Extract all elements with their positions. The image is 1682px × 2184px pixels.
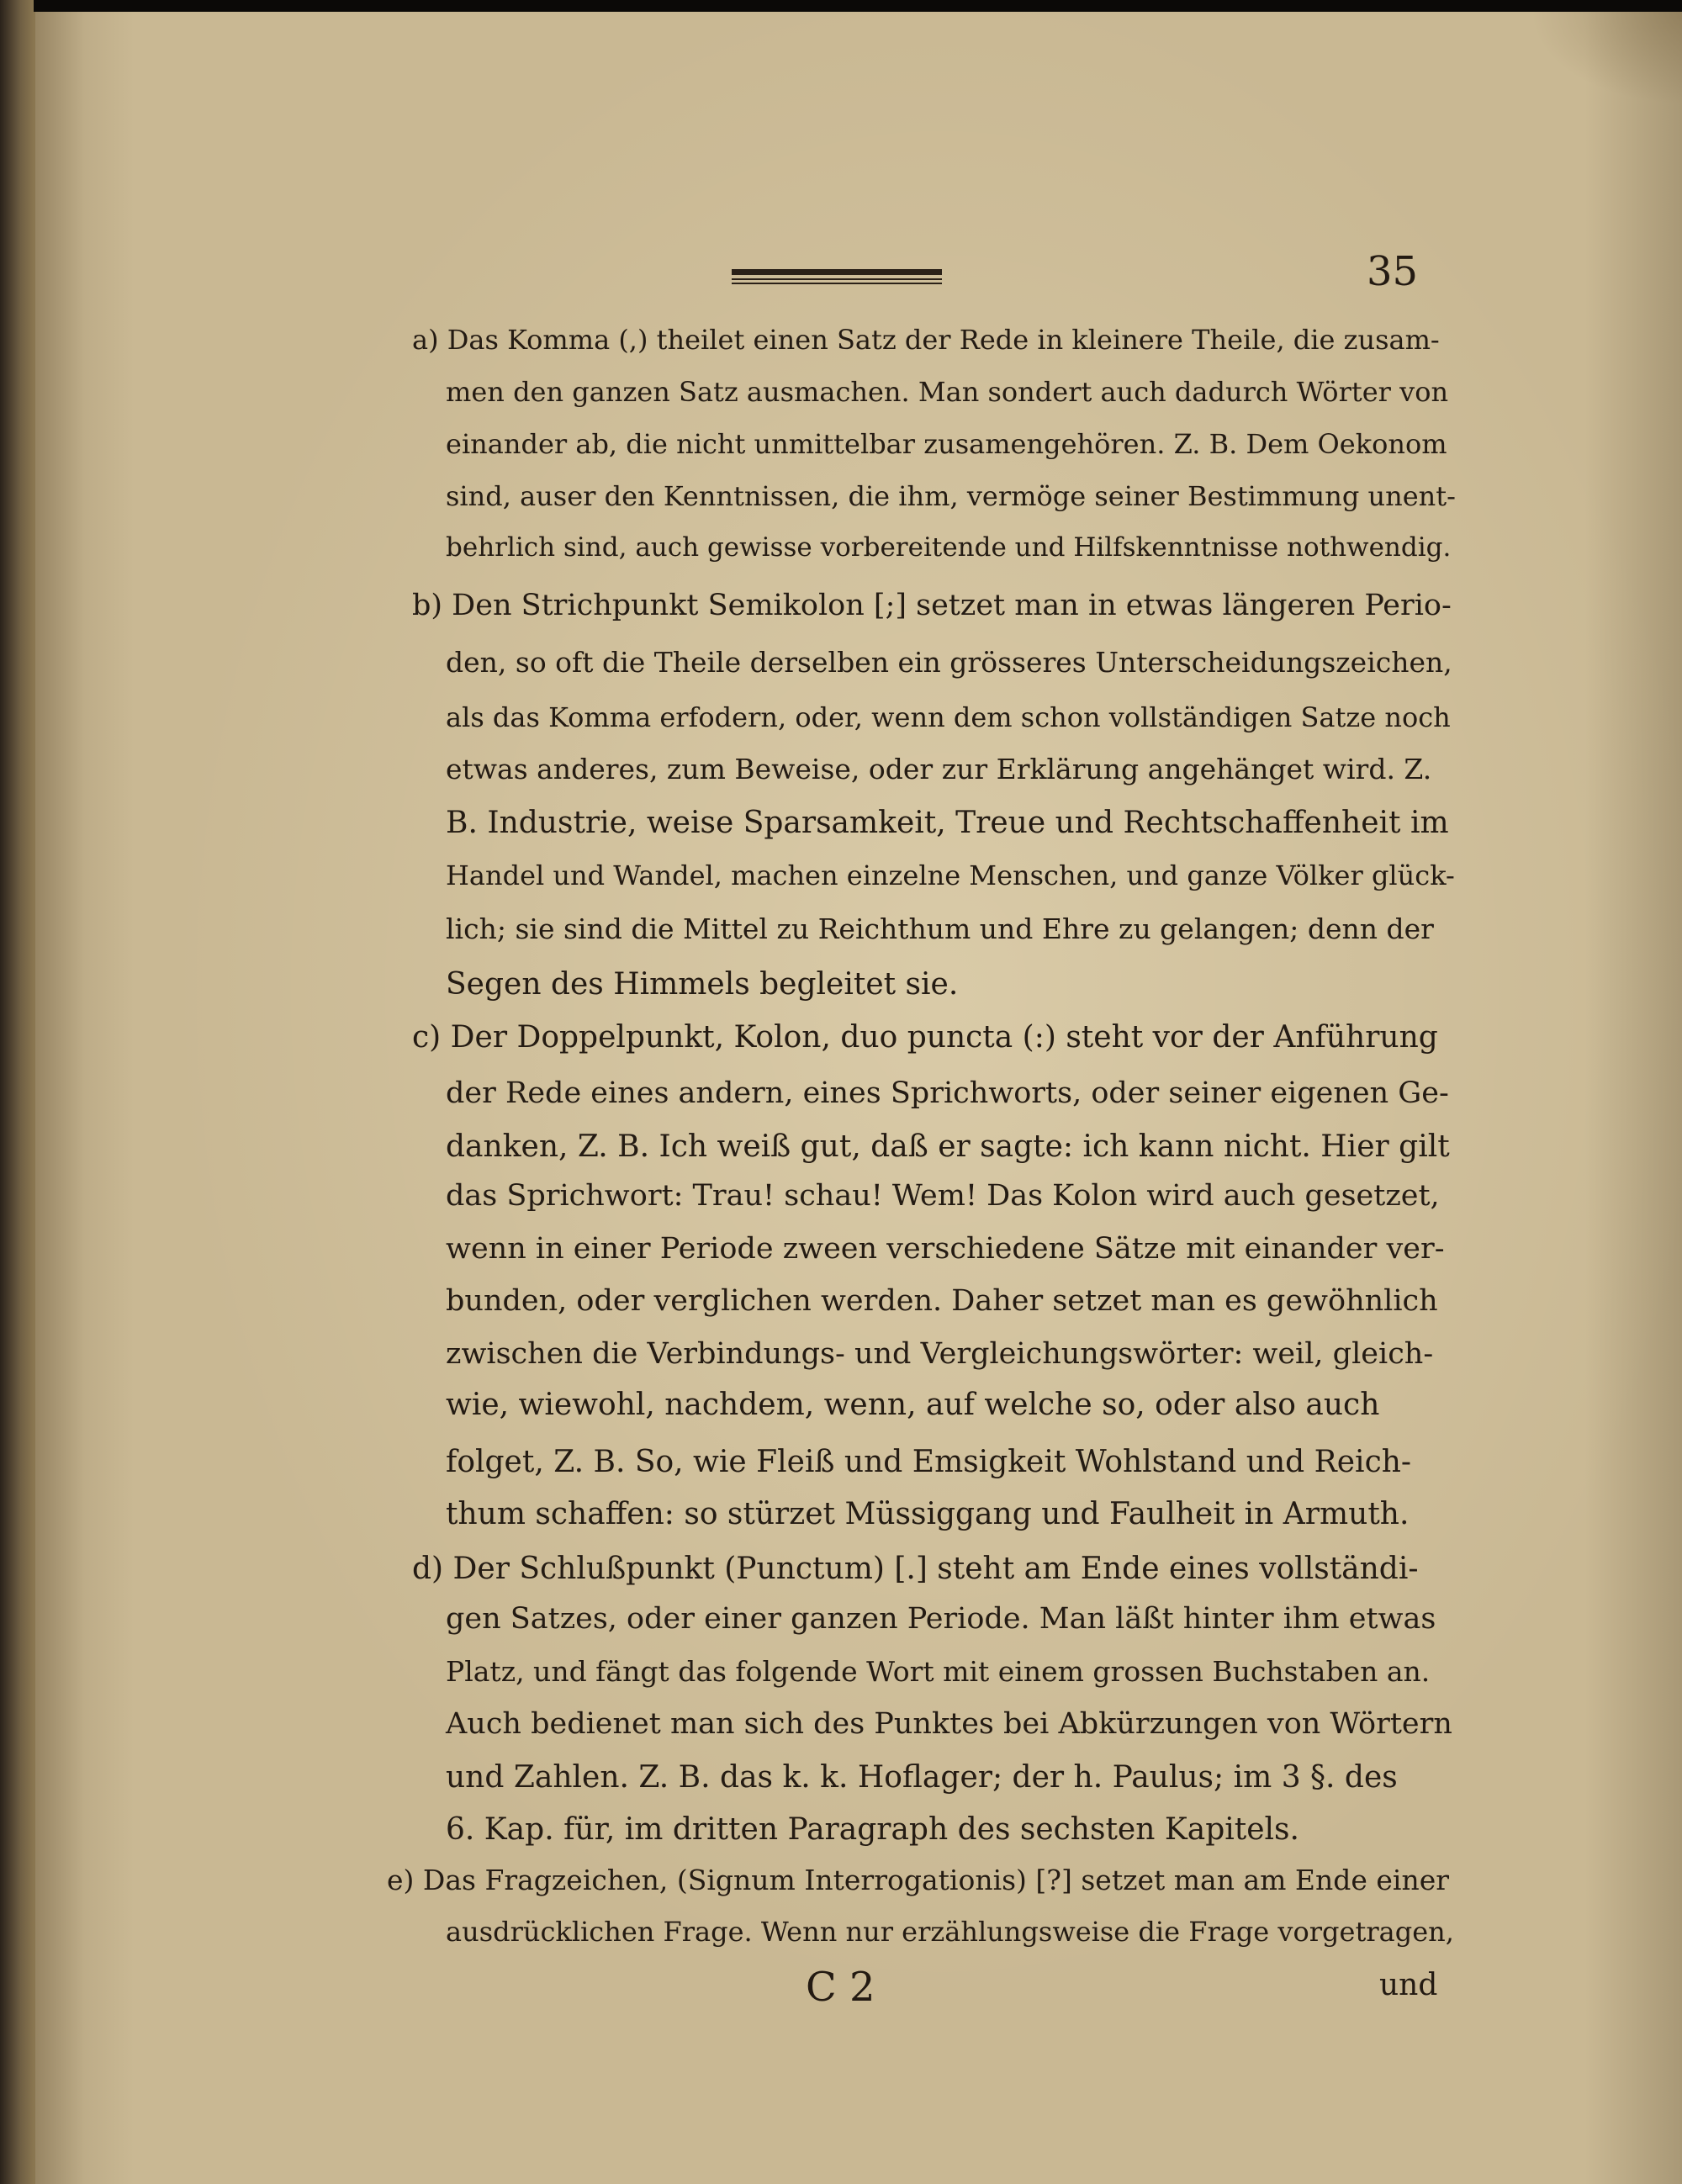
book-gutter <box>0 0 34 2184</box>
text-line: Handel und Wandel, machen einzelne Menschen, und ganze Völker glück- <box>446 859 1455 891</box>
text-line: thum schaffen: so stürzet Müssiggang und Faulheit in Armuth. <box>446 1497 1410 1531</box>
text-line: c) Der Doppelpunkt, Kolon, duo puncta (:) steht vor der Anführung <box>412 1020 1438 1055</box>
text-line: ausdrücklichen Frage. Wenn nur erzählungsweise die Frage vorgetragen, <box>446 1916 1454 1948</box>
text-line: als das Komma erfodern, oder, wenn dem schon vollständigen Satze noch <box>446 701 1451 733</box>
text-line: danken, Z. B. Ich weiß gut, daß er sagte: ich kann nicht. Hier gilt <box>446 1129 1450 1164</box>
text-line: lich; sie sind die Mittel zu Reichthum und Ehre zu gelangen; denn der <box>446 912 1434 945</box>
text-line: b) Den Strichpunkt Semikolon [;] setzet man in etwas längeren Perio- <box>412 589 1452 622</box>
text-line: sind, auser den Kenntnissen, die ihm, vermöge seiner Bestimmung unent- <box>446 480 1456 512</box>
text-line: zwischen die Verbindungs- und Vergleichungswörter: weil, gleich- <box>446 1337 1434 1371</box>
text-line: bunden, oder verglichen werden. Daher setzet man es gewöhnlich <box>446 1284 1438 1318</box>
text-line: einander ab, die nicht unmittelbar zusamengehören. Z. B. Dem Oekonom <box>446 428 1447 460</box>
text-line: Segen des Himmels begleitet sie. <box>446 967 959 1002</box>
text-line: gen Satzes, oder einer ganzen Periode. Man läßt hinter ihm etwas <box>446 1602 1436 1636</box>
signature-mark: C 2 <box>806 1964 875 2011</box>
text-line: wie, wiewohl, nachdem, wenn, auf welche so, oder also auch <box>446 1388 1380 1422</box>
text-line: etwas anderes, zum Beweise, oder zur Erklärung angehänget wird. Z. <box>446 753 1432 785</box>
page-number: 35 <box>1367 248 1419 295</box>
text-line: wenn in einer Periode zween verschiedene Sätze mit einander ver- <box>446 1232 1445 1266</box>
text-line: B. Industrie, weise Sparsamkeit, Treue und Rechtschaffenheit im <box>446 806 1449 840</box>
text-line: das Sprichwort: Trau! schau! Wem! Das Kolon wird auch gesetzet, <box>446 1179 1440 1213</box>
text-line: folget, Z. B. So, wie Fleiß und Emsigkeit Wohlstand und Reich- <box>446 1445 1412 1479</box>
text-line: a) Das Komma (,) theilet einen Satz der Rede in kleinere Theile, die zusam- <box>412 324 1440 356</box>
text-line: behrlich sind, auch gewisse vorbereitende und Hilfskenntnisse nothwendig. <box>446 532 1452 563</box>
text-line: und Zahlen. Z. B. das k. k. Hoflager; der h. Paulus; im 3 §. des <box>446 1760 1398 1795</box>
text-line: 6. Kap. für, im dritten Paragraph des sechsten Kapitels. <box>446 1812 1299 1847</box>
text-line: den, so oft die Theile derselben ein grösseres Unterscheidungszeichen, <box>446 646 1452 679</box>
header-rule <box>732 269 942 288</box>
catchword: und <box>1379 1968 1438 2002</box>
text-line: e) Das Fragzeichen, (Signum Interrogationis) [?] setzet man am Ende einer <box>387 1864 1450 1896</box>
text-line: men den ganzen Satz ausmachen. Man sondert auch dadurch Wörter von <box>446 376 1449 408</box>
text-line: d) Der Schlußpunkt (Punctum) [.] steht am Ende eines vollständi- <box>412 1552 1419 1586</box>
page-stain <box>1531 12 1682 104</box>
text-line: Auch bedienet man sich des Punktes bei Abkürzungen von Wörtern <box>446 1707 1452 1741</box>
text-line: Platz, und fängt das folgende Wort mit einem grossen Buchstaben an. <box>446 1655 1431 1688</box>
text-line: der Rede eines andern, eines Sprichworts, oder seiner eigenen Ge- <box>446 1076 1449 1110</box>
